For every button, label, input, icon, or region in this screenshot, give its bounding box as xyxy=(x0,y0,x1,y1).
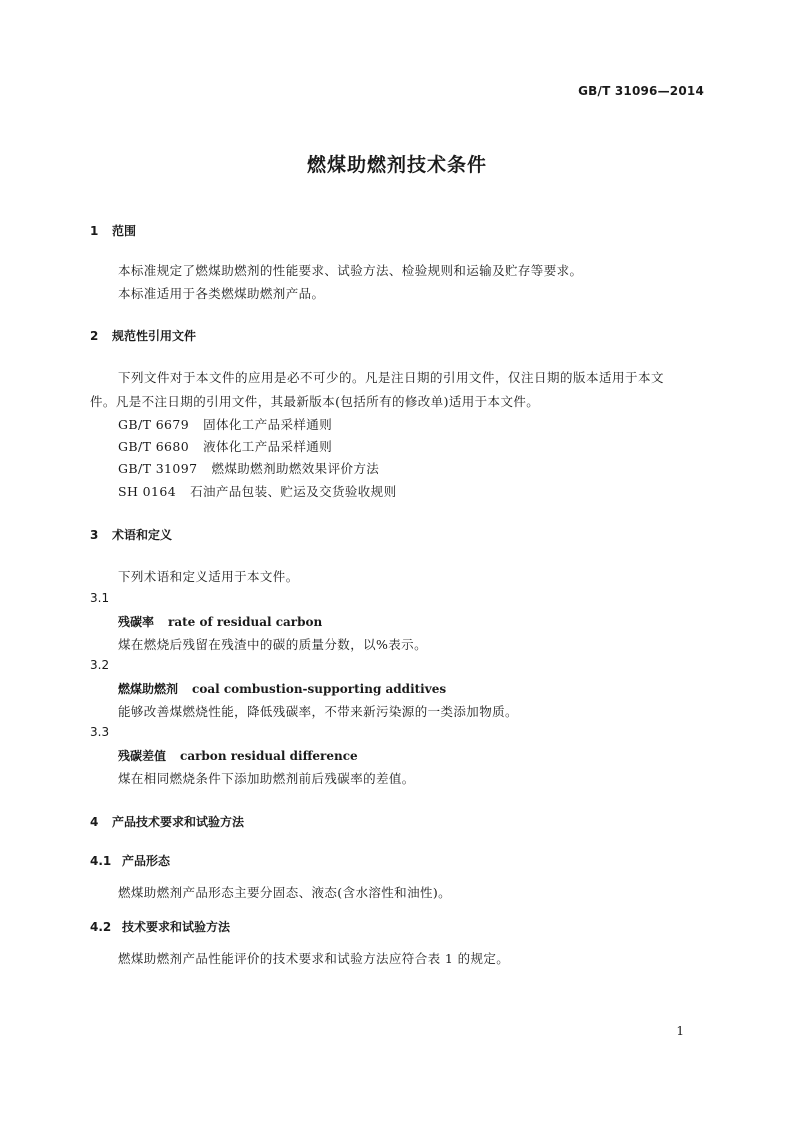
reference-code: GB/T 6680 xyxy=(118,439,190,454)
reference-code: SH 0164 xyxy=(118,484,177,499)
term-zh: 燃煤助燃剂 xyxy=(118,682,179,696)
section-title: 术语和定义 xyxy=(112,528,173,542)
subsection-4-1-heading xyxy=(90,852,170,869)
section-title: 范围 xyxy=(112,224,137,238)
normative-reference xyxy=(118,415,332,433)
paragraph-continuation: 件。凡是不注日期的引用文件，其最新版本(包括所有的修改单)适用于本文件。 xyxy=(90,394,540,409)
section-number: 1 xyxy=(90,224,99,238)
normative-reference xyxy=(118,437,332,455)
section-title: 产品技术要求和试验方法 xyxy=(112,815,245,829)
paragraph: 下列文件对于本文件的应用是必不可少的。凡是注日期的引用文件，仅注日期的版本适用于本文 xyxy=(118,370,665,385)
term-number: 3.3 xyxy=(90,725,110,739)
page-number: 1 xyxy=(676,1024,684,1038)
subsection-4-2-heading xyxy=(90,918,230,935)
section-number: 2 xyxy=(90,329,99,343)
term-en: rate of residual carbon xyxy=(168,615,323,629)
section-title: 规范性引用文件 xyxy=(112,329,197,343)
subsection-number: 4.2 xyxy=(90,920,112,934)
term-entry xyxy=(118,680,446,697)
term-definition: 煤在燃烧后残留在残渣中的碳的质量分数，以%表示。 xyxy=(118,637,427,652)
term-number: 3.1 xyxy=(90,591,110,605)
subsection-number: 4.1 xyxy=(90,854,112,868)
section-2-heading xyxy=(90,327,196,344)
term-definition: 煤在相同燃烧条件下添加助燃剂前后残碳率的差值。 xyxy=(118,771,415,786)
paragraph: 本标准适用于各类燃煤助燃剂产品。 xyxy=(118,286,325,301)
paragraph: 下列术语和定义适用于本文件。 xyxy=(118,569,299,584)
section-3-heading xyxy=(90,526,172,543)
section-number: 3 xyxy=(90,528,99,542)
paragraph: 燃煤助燃剂产品性能评价的技术要求和试验方法应符合表 1 的规定。 xyxy=(118,951,510,966)
term-entry xyxy=(118,613,322,630)
term-entry xyxy=(118,747,358,764)
term-definition: 能够改善煤燃烧性能，降低残碳率，不带来新污染源的一类添加物质。 xyxy=(118,704,518,719)
section-4-heading xyxy=(90,813,244,830)
term-number: 3.2 xyxy=(90,658,110,672)
term-en: carbon residual difference xyxy=(180,749,358,763)
reference-code: GB/T 6679 xyxy=(118,417,190,432)
reference-title: 固体化工产品采样通则 xyxy=(203,417,333,432)
document-title: 燃煤助燃剂技术条件 xyxy=(306,154,487,176)
reference-title: 石油产品包装、贮运及交货验收规则 xyxy=(190,484,397,499)
term-zh: 残碳差值 xyxy=(118,749,167,763)
paragraph: 本标准规定了燃煤助燃剂的性能要求、试验方法、检验规则和运输及贮存等要求。 xyxy=(118,263,583,278)
subsection-title: 技术要求和试验方法 xyxy=(122,920,231,934)
term-en: coal combustion-supporting additives xyxy=(192,682,447,696)
subsection-title: 产品形态 xyxy=(122,854,171,868)
section-number: 4 xyxy=(90,815,99,829)
normative-reference xyxy=(118,459,379,477)
section-1-heading xyxy=(90,222,136,239)
reference-code: GB/T 31097 xyxy=(118,461,198,476)
reference-title: 燃煤助燃剂助燃效果评价方法 xyxy=(211,461,380,476)
term-zh: 残碳率 xyxy=(118,615,155,629)
normative-reference xyxy=(118,482,396,500)
standard-number: GB/T 31096—2014 xyxy=(578,84,704,98)
paragraph: 燃煤助燃剂产品形态主要分固态、液态(含水溶性和油性)。 xyxy=(118,885,452,900)
reference-title: 液体化工产品采样通则 xyxy=(203,439,333,454)
